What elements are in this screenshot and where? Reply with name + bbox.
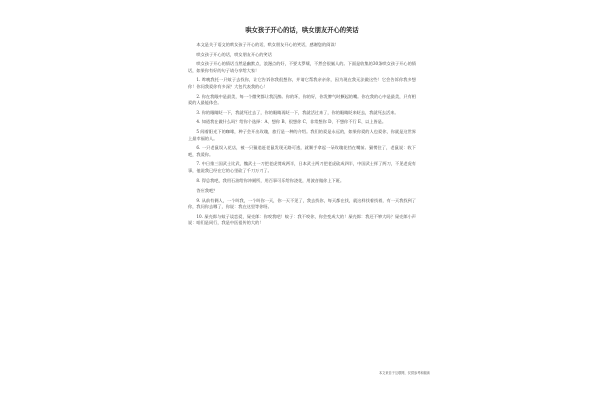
paragraph: 5 闻着阳光下的咖啡，种子会开出玫瑰，旅行是一种的介绍。我们的爱是永远的，如果你爱的人也爱你，你就是这世界上最幸福的人。: [188, 128, 416, 141]
document-title: 哄女孩子开心的话，哄女朋友开心的笑话: [245, 27, 359, 34]
paragraph: 答应我吧？: [196, 188, 218, 194]
paragraph: 9. 从前有俩人，一个叫我，一个叫你一天，你一天不见了，我去找你，每天都在找，就这样找着找着，有一天我找到了你，我问你去哪了，你说：我在这里等你呀。: [188, 197, 416, 210]
paragraph: 1. 昨晚我托一只蚊子去找你，让它告诉你我很想你，并请它帮我亲亲你，因为现在我无法做这些！它会告诉你我多想你！你问我爱你有多深？大包代表我的心！: [188, 77, 416, 89]
paragraph: 6. 一只老鼠误入花店，被一只猫追赶老鼠发现无路可逃，就顺手拿起一朵玫瑰花挡在嘴前。猫愣住了，老鼠说：收下吧，我爱你。: [188, 145, 416, 157]
paragraph: 4. 知道我在做什么吗？给你个选择：A、想你 B、很想你 C、非常想你 D、不想你不行 E、以上皆是。: [196, 119, 387, 125]
paragraph: 哄女孩子开心的情话当然是幽默点，浪漫点的好，不要太罗嗦，不然会很腻人的。下面是收集的30条哄女孩子开心的情话，如果你有好的句子请分享给大家！: [188, 61, 416, 73]
paragraph: 10. 屎壳郎与蚊子谈恋爱，屎壳郎：你咬我吧！蚊子：我不咬你，你会变成大的！屎壳郎：我还不够大吗？屎壳郎小声说：咱们是同行，我是中医祖传的大的！: [188, 213, 416, 226]
paragraph: 哄女孩子开心的话，哄女朋友开心的笑话: [196, 51, 272, 57]
document-footer: 本文来自于互联网，仅供参考和阅读: [379, 371, 430, 375]
paragraph: 7. 中日推三国武士比武，魏武士一刀把老虎劈成两半，日本武士两刀把老虎砍成四半，中国武士挥了两刀，不见老虎有事，他说我已经在它的心里砍了千刀万刀了。: [188, 161, 416, 173]
paragraph: 8. 得总我吧，我用石油给你冲厕所，用百事可乐给你浇花，用波音做你上下班。: [196, 177, 345, 183]
paragraph: 3. 你的眼睛眨一下，我就死过去了，你的眼睛再眨一下，我就活过来了，你的眼睛眨来眨去，我就死去活来。: [196, 109, 399, 115]
paragraph: 本文是关于语文的哄女孩子开心的话，哄女朋友开心的笑话，感谢您的阅读！: [196, 42, 339, 47]
paragraph: 2. 你在我眼中是最美，每一个微笑都让我沉醉。你的坏，你的好，你发脾气时撅起的嘴。你在我的心中是最美，只有相爱的人最能体会。: [188, 93, 416, 106]
document-content: [188, 26, 416, 230]
